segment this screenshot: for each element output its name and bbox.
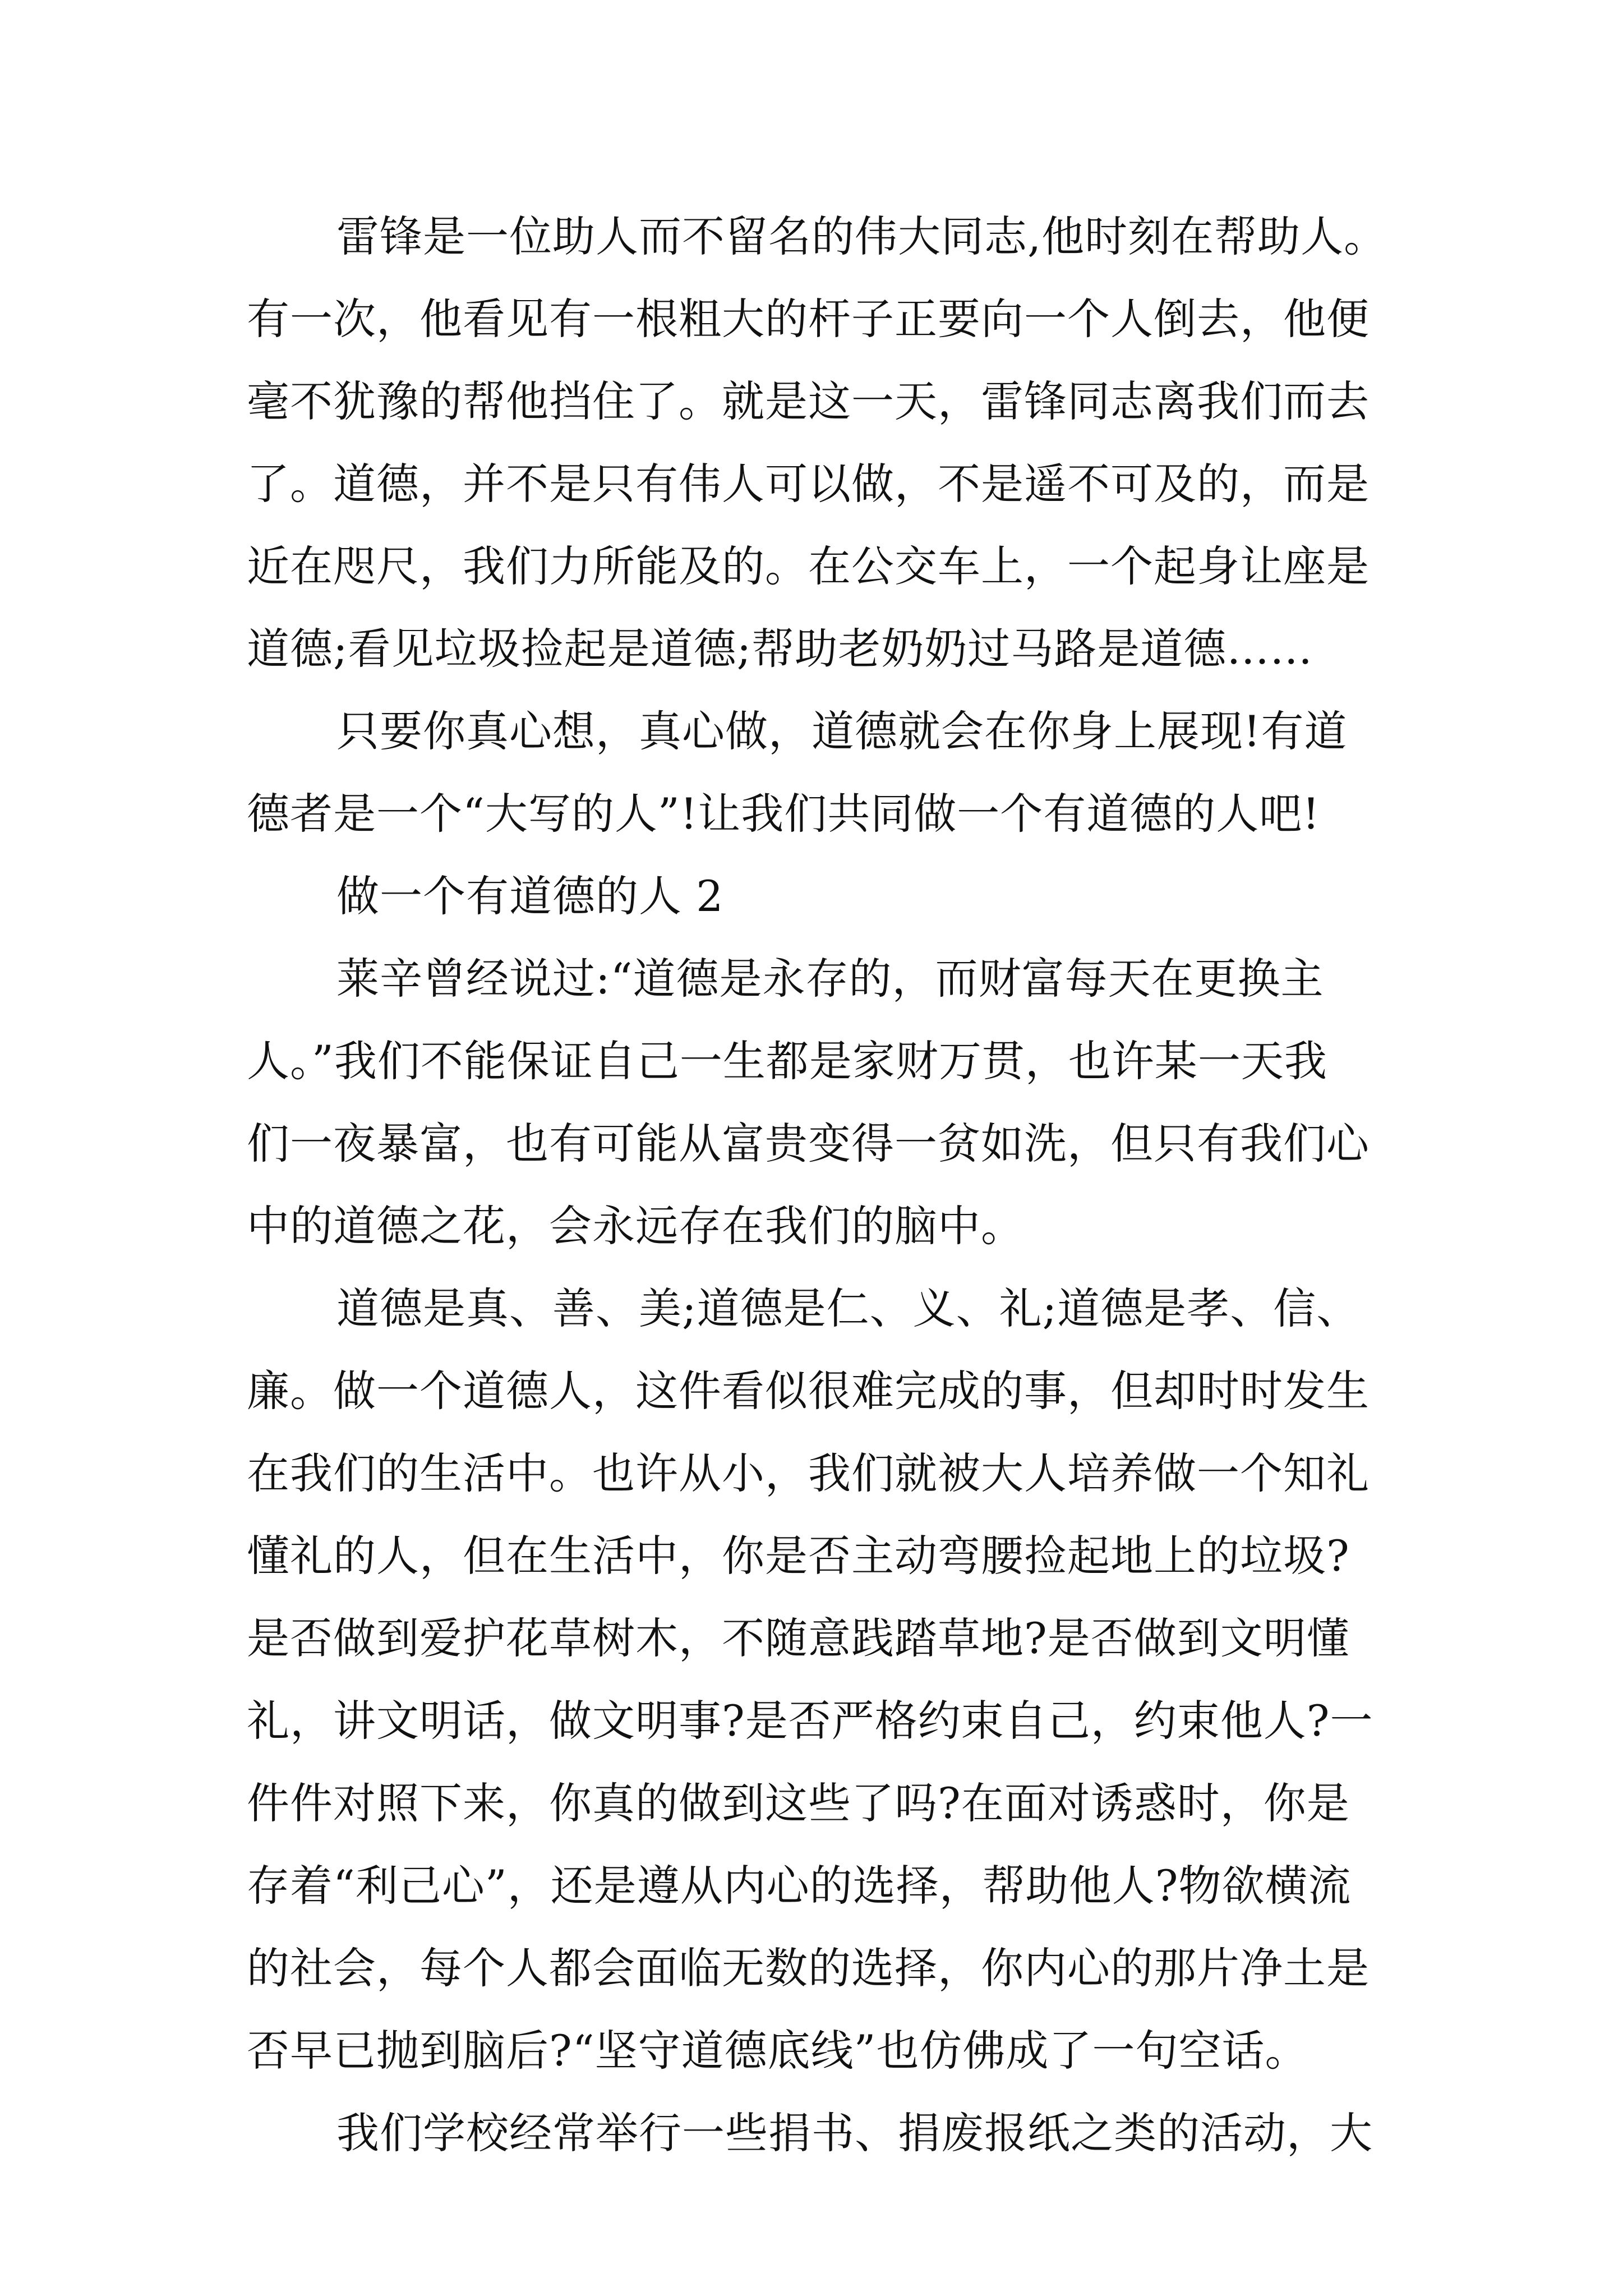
text-line: 人。”我们不能保证自己一生都是家财万贯，也许某一天我 bbox=[247, 1036, 1327, 1086]
text-line: 了。道德，并不是只有伟人可以做，不是遥不可及的，而是 bbox=[247, 459, 1370, 509]
text-line: 只要你真心想，真心做，道德就会在你身上展现!有道 bbox=[336, 706, 1348, 756]
text-line: 们一夜暴富，也有可能从富贵变得一贫如洗，但只有我们心 bbox=[247, 1119, 1370, 1168]
text-line: 礼，讲文明话，做文明事?是否严格约束自己，约束他人?一 bbox=[247, 1696, 1373, 1746]
text-line: 道德;看见垃圾捡起是道德;帮助老奶奶过马路是道德…… bbox=[247, 624, 1313, 674]
text-line: 毫不犹豫的帮他挡住了。就是这一天，雷锋同志离我们而去 bbox=[247, 376, 1370, 426]
text-line: 存着“利己心”，还是遵从内心的选择，帮助他人?物欲横流 bbox=[247, 1861, 1352, 1911]
text-line: 莱辛曾经说过:“道德是永存的，而财富每天在更换主 bbox=[336, 954, 1324, 1004]
text-line: 廉。做一个道德人，这件看似很难完成的事，但却时时发生 bbox=[247, 1366, 1370, 1416]
text-line: 德者是一个“大写的人”!让我们共同做一个有道德的人吧! bbox=[247, 789, 1320, 839]
text-line: 我们学校经常举行一些捐书、捐废报纸之类的活动，大 bbox=[336, 2108, 1373, 2158]
text-line: 件件对照下来，你真的做到这些了吗?在面对诱惑时，你是 bbox=[247, 1778, 1350, 1828]
section-heading: 做一个有道德的人 2 bbox=[336, 871, 724, 921]
text-line: 道德是真、善、美;道德是仁、义、礼;道德是孝、信、 bbox=[336, 1283, 1360, 1333]
text-line: 的社会，每个人都会面临无数的选择，你内心的那片净土是 bbox=[247, 1943, 1370, 1993]
text-line: 近在咫尺，我们力所能及的。在公交车上，一个起身让座是 bbox=[247, 541, 1370, 591]
text-line: 是否做到爱护花草树木，不随意践踏草地?是否做到文明懂 bbox=[247, 1613, 1350, 1663]
text-line: 在我们的生活中。也许从小，我们就被大人培养做一个知礼 bbox=[247, 1448, 1370, 1498]
text-line: 有一次，他看见有一根粗大的杆子正要向一个人倒去，他便 bbox=[247, 294, 1370, 344]
text-line: 否早已抛到脑后?“坚守道德底线”也仿佛成了一句空话。 bbox=[247, 2026, 1308, 2076]
text-line: 中的道德之花，会永远存在我们的脑中。 bbox=[247, 1201, 1024, 1251]
text-line: 懂礼的人，但在生活中，你是否主动弯腰捡起地上的垃圾? bbox=[247, 1531, 1350, 1581]
text-line: 雷锋是一位助人而不留名的伟大同志,他时刻在帮助人。 bbox=[336, 211, 1387, 261]
